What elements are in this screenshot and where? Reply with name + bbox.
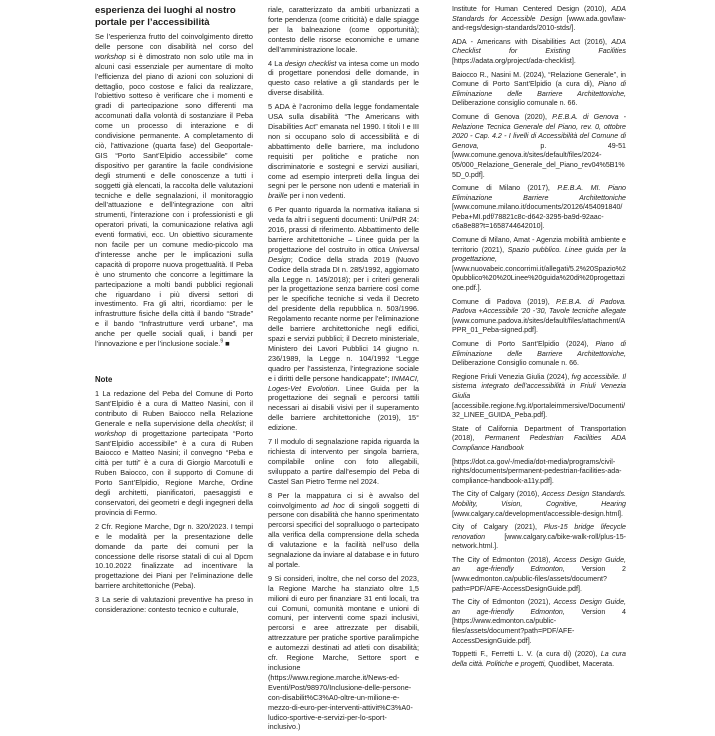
text-segment: p. 49-51 [www.comune.genova.it/sites/default/files/2024-05/000_Relazione_Generale_del_Piano_rev04%5B1%5D_0.pdf].	[452, 141, 626, 179]
text-segment: [www.calgary.ca/bike-walk-roll/plus-15-network.html.].	[452, 532, 626, 551]
reference-entry	[452, 298, 626, 336]
text-segment: Access Design Guide, an age-friendly Edmonton,	[452, 598, 626, 616]
text-segment: [www.calgary.ca/development/accessible-design.html].	[452, 509, 623, 518]
text-segment: per i non vedenti.	[287, 191, 346, 201]
text-segment: braille	[268, 191, 288, 201]
reference-entry	[452, 113, 626, 180]
footnotes-block-left	[95, 389, 253, 615]
column-left	[95, 5, 253, 619]
text-segment: Version 2 [www.edmonton.ca/public-files/assets/document?path=PDF/AFE-AccessDesignGuide.pdf].	[452, 565, 626, 593]
footnote	[268, 5, 419, 55]
text-segment: Piano di Eliminazione delle Barriere Architettoniche,	[452, 340, 626, 358]
text-segment: [www.comune.milano.it/documents/20126/454091840/Peba+MI.pdf/78821c8c-d642-3295-ba9d-92aac-c6a8e88?t=1658744642010].	[452, 203, 623, 231]
text-segment: Comune di Padova (2019),	[452, 297, 556, 306]
text-segment: [https://dot.ca.gov/-/media/dot-media/programs/civil-rights/documents/permanent-pedestrian-facilities-ada-compliance-handbook-a11y.pdf].	[452, 457, 622, 485]
footnote-reference-number: 9	[220, 338, 224, 345]
reference-entry	[452, 650, 626, 669]
footnote	[268, 205, 419, 433]
text-segment: workshop	[95, 51, 127, 61]
text-segment: design checklist	[284, 58, 337, 68]
footnote	[95, 522, 253, 591]
text-segment: 6 Per quanto riguarda la normativa italiana si veda fa altri i seguenti documenti: Uni/PdR 24: 2016, prassi di riferimento. Abbattimento delle barriere architettoniche – Linee guida per la progettazione del costruito in ottica	[268, 205, 419, 254]
footnote	[268, 574, 419, 733]
text-segment: ; Codice della strada 2019 (Nuovo Codice della strada DI n. 285/1992, aggiornato alla Legge n. 145/2018); per i criteri generali per la progettazione senza barriere così come per le specifiche tecniche si veda il Decreto del presidente della repubblica n. 503/1996. Regolamento recante norme per l’eliminazione delle barriere architettoniche negli edifici, spazi e servizi pubblici; il Decreto ministeriale, Ministero dei Lavori Pubblici 14 giugno n. 236/1989, la Legge n. 104/1992 “Legge quadro per l’assistenza, l’integrazione sociale e i diritti delle persone handicappate”;	[268, 254, 419, 383]
text-segment: Baiocco R., Nasini M. (2024), “Relazione Generale”, in Comune di Porto Sant’Elpidio (a cura di),	[452, 70, 626, 89]
reference-entry	[452, 556, 626, 594]
reference-entry	[452, 458, 626, 487]
text-segment: The City of Calgary (2016),	[452, 490, 542, 499]
text-segment: 3 La serie di valutazioni preventive ha preso in considerazione: contesto tecnico e culturale,	[95, 595, 253, 615]
text-segment: Access Design Standards. Mobility, Vision, Cognitive, Hearing	[452, 490, 626, 508]
text-segment: [https://adata.org/project/ada-checklist].	[452, 56, 576, 65]
text-segment: 9 Si consideri, inoltre, che nel corso del 2023, la Regione Marche ha stanziato oltre 1,5 milioni di euro per finanziare 31 enti locali, tra cui Comuni, comunità montane e unioni di comuni, per interventi come spazi inclusivi, percorsi e aree attrezzate per disabili, attrezzature per pratiche sportive paralimpiche e automezzi destinati ad atleti con disabilità; cfr. Regione Marche, Settore sport e inclusione (https://www.regione.marche.it/News-ed-Eventi/Post/98970/Inclusione-delle-persone-con-disabilit%C3%A0-oltre-un-milione-e-mezzo-di-euro-per-interventi-attivit%C3%A0-ludico-sportive-e-servizi-per-lo-sport-inclusivo.)	[268, 573, 419, 732]
text-segment: Comune di Milano (2017),	[452, 184, 558, 193]
footnotes-block-middle	[268, 5, 419, 732]
text-segment: P.E.B.A. MI. Piano Eliminazione Barriere Architettoniche	[452, 184, 626, 202]
text-segment: 4 La	[268, 58, 285, 68]
text-segment: Regione Friuli Venezia Giulia (2024),	[452, 372, 572, 381]
text-segment: Spazio pubblico. Linee guida per la progettazione,	[452, 245, 626, 264]
text-segment: Access Design Guide, an age-friendly Edmonton,	[452, 555, 626, 574]
text-segment: Deliberazione consiglio comunale n. 66.	[452, 99, 578, 108]
text-segment: Deliberazione Consiglio comunale n. 66.	[452, 359, 579, 368]
section-heading: esperienza dei luoghi al nostro portale per l’accessibilità	[95, 5, 236, 28]
text-segment: 2 Cfr. Regione Marche, Dgr n. 320/2023. I tempi e le modalità per la presentazione delle domande da parte dei comuni per la concessione delle risorse statali di cui al Dpcm 10.10.2022 finalizzate ad incentivare la progettazione dei Piani per l’eliminazione delle barriere architettoniche (Peba).	[95, 521, 253, 591]
reference-entry	[452, 38, 626, 67]
text-segment: City of Calgary (2021),	[452, 523, 544, 532]
reference-entry	[452, 523, 626, 552]
body-paragraph	[95, 32, 253, 349]
text-segment: di singoli soggetti di persone con disabilità che hanno sperimentato percorsi specifici del sopralluogo o partecipato alla verifica della comprensione della scheda di valutazione e la facilità nell’uso della segnalazione da inviare al database e in futuro al portale.	[268, 500, 419, 569]
text-segment: Universal Design	[268, 244, 419, 264]
text-segment: [www.comune.padova.it/sites/default/files/attachment/APPR_01_Peba-signed.pdf].	[452, 316, 626, 335]
column-middle	[268, 5, 419, 736]
text-segment: State of California Department of Transportation (2018),	[452, 424, 626, 443]
text-segment: 5 ADA è l’acronimo della legge fondamentale USA sulla disabilità “The Americans with Disabilities Act” emanata nel 1990. I titoli I e III non si occupano solo di accessibilità e di abbattimento delle barriere, ma includono requisiti per politiche e pratiche non discriminatorie e sostegni e servizi ausiliari, come ad esempio interpreti della lingua dei segni per le persone non udenti e materiali in	[268, 102, 419, 191]
text-segment: 7 Il modulo di segnalazione rapida riguarda la richiesta di intervento per singola barriera, compilabile online con foto allegabili, sviluppato a partire dall’esempio del Peba di Castel San Pietro Terme nel 2024.	[268, 437, 419, 486]
notes-heading: Note	[95, 375, 113, 384]
text-segment: ADA Standards for Accessible Design	[452, 5, 626, 23]
footnote	[95, 595, 253, 615]
reference-entry	[452, 236, 626, 294]
footnote	[268, 437, 419, 487]
text-segment: La cura della città. Politiche e progetti,	[452, 650, 626, 668]
text-segment: workshop	[95, 428, 127, 438]
text-segment: 8 Per la mappatura ci si è avvalso del coinvolgimento	[268, 490, 419, 510]
text-segment: ADA Checklist for Existing Facilities	[452, 37, 626, 56]
body-text-block	[95, 32, 253, 349]
footnote	[268, 59, 419, 99]
text-segment: Piano di Eliminazione delle Barriere Architettoniche,	[452, 80, 626, 98]
text-segment: Se l’esperienza frutto del coinvolgimento diretto delle persone con disabilità nel corso del	[95, 32, 253, 51]
footnote	[268, 491, 419, 570]
text-segment: Quodlibet, Macerata.	[546, 659, 615, 668]
column-right	[452, 5, 626, 673]
text-segment: The City of Edmonton (2018),	[452, 555, 554, 564]
text-segment: Comune di Porto Sant’Elpidio (2024),	[452, 340, 596, 348]
text-segment: riale, caratterizzato da ambiti urbanizzati a forte pendenza (come criticità) e dalle spiagge per la balneazione (come opportunità); contesto delle risorse economiche e umane dell’amministrazione locale.	[268, 5, 419, 54]
text-segment: fvg accessibile. Il sistema integrato dell’accessibilità in Friuli Venezia Giulia	[452, 372, 626, 400]
text-segment: [www.nuovabeic.concorrimi.it/allegati/5.2%20Spazio%20pubblico%20%20Linee%20guida%20di%20progettazione.pdf.].	[452, 264, 626, 293]
text-segment: P.E.B.A. di Genova - Relazione Tecnica Generale del Piano, rev. 0, ottobre 2020 - Cap. 4.2 - I livelli di Accessibilità del Comune di Genova,	[452, 112, 626, 150]
text-segment: . Linee Guida per la progettazione dei segnali e percorsi tattili necessari ai disabili visivi per il superamento delle barriere architettoniche (2019), 15° edizione.	[268, 383, 419, 433]
text-segment: Toppetti F., Ferretti L. V. (a cura di) (2020),	[452, 650, 601, 659]
text-segment: P.E.B.A. di Padova. Padova +Accessibile ’20 -’30, Tavole tecniche allegate	[452, 297, 626, 316]
text-segment: Comune di Genova (2020),	[452, 112, 553, 121]
text-segment: [accessibile.regione.fvg.it/portaleimmersive/Documenti/32_LINEE_GUIDA_Peba.pdf].	[452, 401, 626, 420]
text-segment: va intesa come un modo di progettare ponendosi delle domande, in questo caso relative a gli standards per le diverse disabilità.	[268, 58, 420, 98]
footnote	[95, 389, 253, 518]
text-segment: ad hoc	[320, 500, 345, 510]
text-segment: si è dimostrato non solo utile ma in alcuni casi essenziale per aumentare di molto l’efficienza del piano di azioni con soluzioni di dettaglio, poco costose e falici da realizzare, l’obiettivo sotteso è verificare che i momenti e gradi di partecipazione sono differenti ma accomunati dalla volontà di sostanziare il Peba come un processo di interazione e di condivisione permanente. A completamento di ciò, l’attivazione (quarta fase) del Geoportale-GIS “Porto Sant’Elpidio accessibile” come dispositivo per garantire la facile condivisione degli strumenti e delle conoscenze a tutti i soggetti già elencati, la raccolta delle valutazioni tecniche e delle segnalazioni, il monitoraggio dell’attuazione e dell’integrazione con altri strumenti, l’interazione con i professionisti e gli operatori privati, la comunicazione relativa agli eventi formativi, ecc. Un obiettivo sicuramente non facile per un comune medio-piccolo ma d’interesse anche per le implicazioni sulla capacità di proporre nuova progettualità. Il Peba è uno strumento che concorre a legittimare la partecipazione a molti bandi pubblici regionali che riguardano i più diversi settori di investimento. Fra gli altri, ricordiamo: per le infrastrutture fisiche della città il bando “Strade” e il bando “Infrastrutture verdi urbane”, ma anche per quelle sociali quali, i bandi per l’innovazione e per l’inclusione sociale.	[95, 51, 253, 349]
text-segment: Institute for Human Centered Design (2010),	[452, 5, 612, 13]
text-segment: checklist	[216, 418, 245, 428]
reference-entry	[452, 425, 626, 454]
reference-entry	[452, 5, 626, 34]
reference-entry	[452, 340, 626, 369]
end-of-article-square-icon: ■	[225, 339, 230, 349]
reference-entry	[452, 490, 626, 519]
reference-entry	[452, 184, 626, 232]
text-segment: Comune di Milano, Amat - Agenzia mobilità ambiente e territorio (2021),	[452, 236, 626, 254]
text-segment: INMACI, Loges-Vet Evolotion	[268, 373, 419, 393]
text-segment: Plus-15 bridge lifecycle renovation	[452, 523, 627, 541]
text-segment: Permanent Pedestrian Facilities ADA Compliance Handbook	[452, 434, 626, 452]
references-block	[452, 5, 626, 669]
text-segment: di progettazione partecipata “Porto Sant’Elpidio accessibile” è a cura di Ruben Baiocco e Matteo Nasini; il convegno “Peba e città per tutti” è a cura di Giorgio Marcotulli e Ruben Baiocco, con il supporto di Comune di Porto Sant’Elpidio, Regione Marche, Ordine degli architetti, pianificatori, paesaggisti e conservatori, dei geometri e degli ingegneri della provincia di Fermo.	[95, 428, 253, 517]
text-segment: [www.ada.gov/law-and-regs/design-standards/2010-stds/].	[452, 14, 626, 33]
reference-entry	[452, 71, 626, 109]
reference-entry	[452, 373, 626, 421]
text-segment: ADA - Americans with Disabilities Act (2016),	[452, 37, 612, 46]
text-segment: ; il	[244, 418, 253, 428]
footnote	[268, 102, 419, 201]
text-segment: 1 La redazione del Peba del Comune di Porto Sant’Elpidio è a cura di Matteo Nasini, con il contributo di Ruben Baiocco nella Relazione Generale e nella supervisione della	[95, 389, 253, 428]
text-segment: Version 4 [https://www.edmonton.ca/public-files/assets/document?path=PDF/AFE-AccessDesignGuide.pdf].	[452, 607, 626, 645]
text-segment: The City of Edmonton (2021),	[452, 598, 554, 607]
reference-entry	[452, 598, 626, 646]
